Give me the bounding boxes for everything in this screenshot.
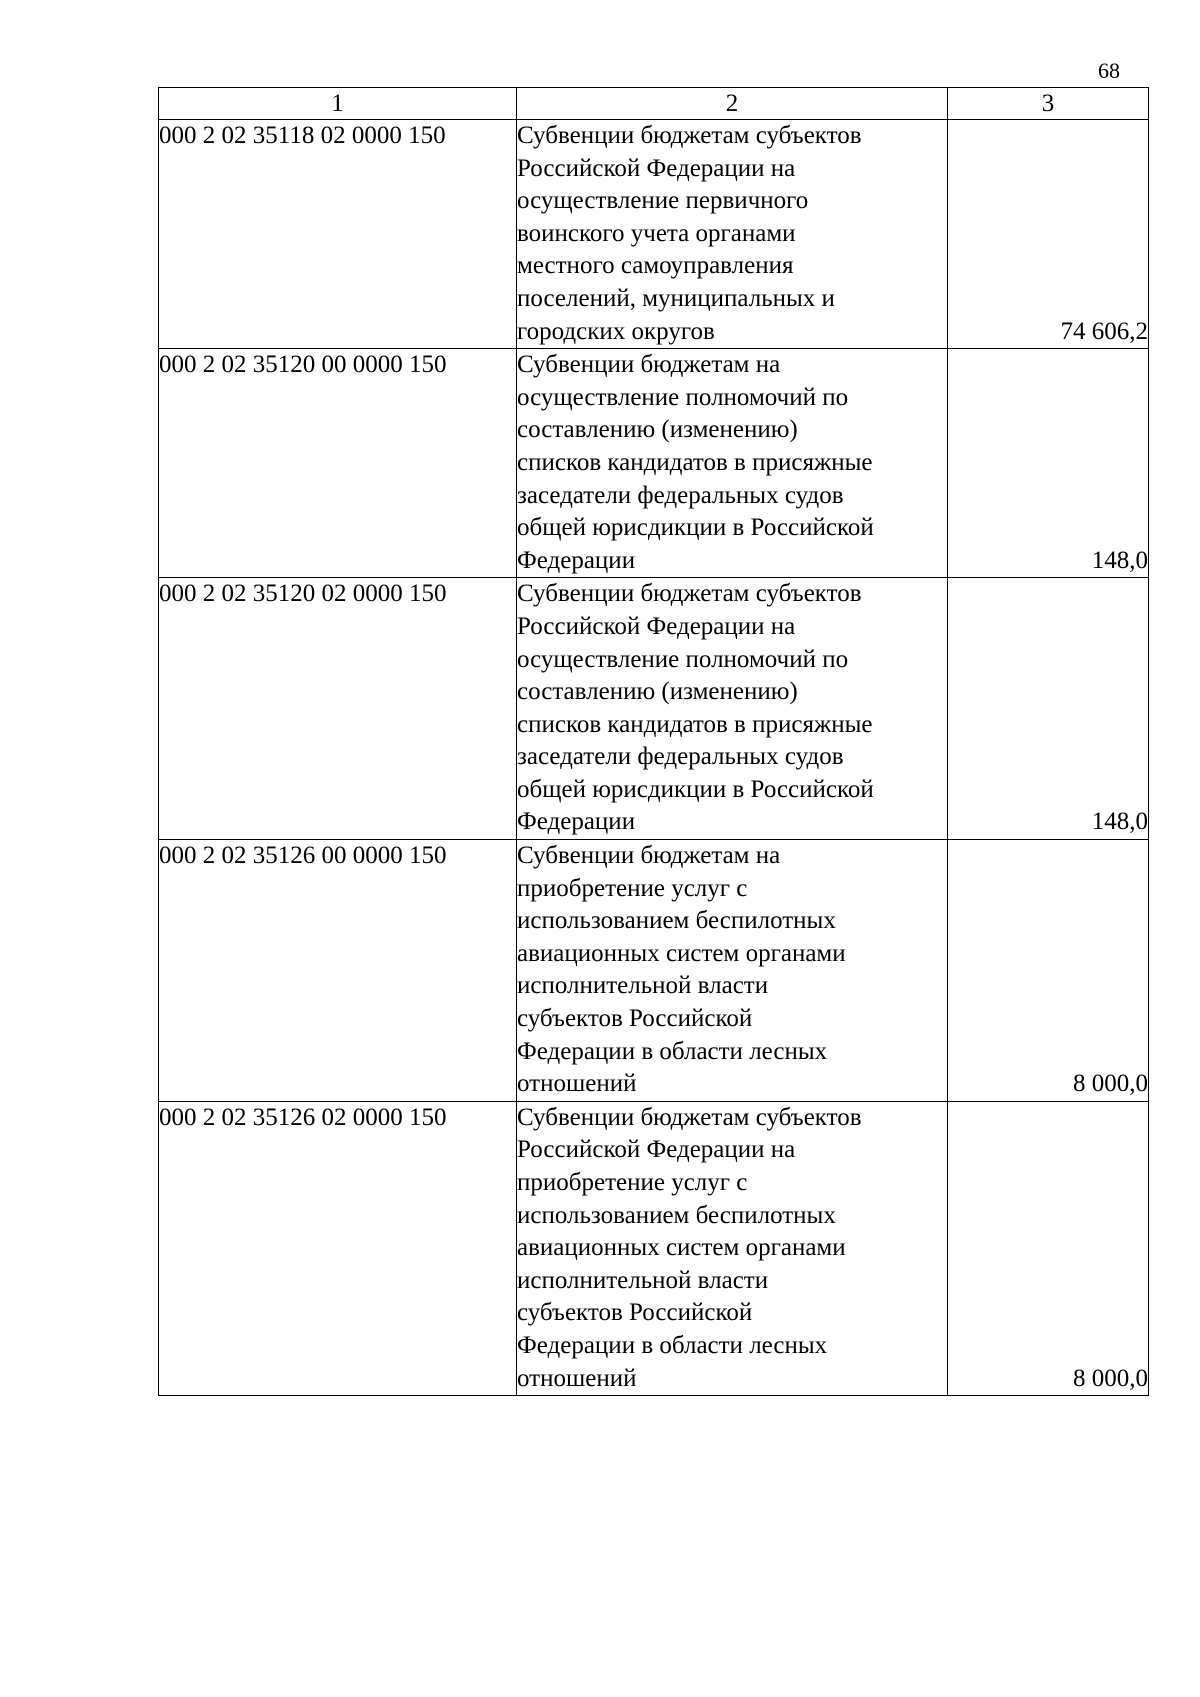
revenue-name-line: Российской Федерации на	[517, 612, 796, 640]
revenue-name-cell	[517, 578, 948, 840]
column-header-1: 1	[159, 88, 517, 120]
revenue-name-line: осуществление полномочий по	[517, 383, 849, 411]
revenue-name-line: субъектов Российской	[517, 1299, 753, 1327]
revenue-name-line: авиационных систем органами	[517, 1234, 846, 1262]
revenue-name-cell	[517, 840, 948, 1102]
revenue-name-line: Субвенции бюджетам субъектов	[517, 580, 862, 608]
classification-code-cell: 000 2 02 35118 02 0000 150	[159, 120, 517, 349]
revenue-name-cell	[517, 349, 948, 578]
revenue-name-line: Федерации в области лесных	[517, 1331, 828, 1359]
revenue-name-line: отношений	[517, 1070, 637, 1098]
revenue-name-line: поселений, муниципальных и	[517, 284, 835, 312]
revenue-name-line: общей юрисдикции в Российской	[517, 514, 874, 542]
amount-cell: 8 000,0	[948, 840, 1149, 1102]
revenue-name-line: отношений	[517, 1364, 637, 1392]
column-header-2: 2	[517, 88, 948, 120]
table-row	[159, 1101, 1149, 1395]
revenue-name-line: Российской Федерации на	[517, 154, 796, 182]
table-row	[159, 578, 1149, 840]
table-row	[159, 840, 1149, 1102]
amount-cell: 148,0	[948, 349, 1149, 578]
revenue-name-line: использованием беспилотных	[517, 907, 836, 935]
revenue-name-cell	[517, 1101, 948, 1395]
revenue-name-line: Субвенции бюджетам на	[517, 351, 781, 379]
revenue-name-line: Российской Федерации на	[517, 1136, 796, 1164]
revenue-name-line: Субвенции бюджетам на	[517, 842, 781, 870]
revenue-name-line: общей юрисдикции в Российской	[517, 775, 874, 803]
revenue-name-line: Субвенции бюджетам субъектов	[517, 122, 862, 149]
revenue-name-line: списков кандидатов в присяжные	[517, 448, 873, 476]
revenue-name-line: списков кандидатов в присяжные	[517, 710, 873, 738]
revenue-name-line: Субвенции бюджетам субъектов	[517, 1103, 862, 1131]
revenue-name-line: воинского учета органами	[517, 219, 796, 247]
amount-cell: 8 000,0	[948, 1101, 1149, 1395]
classification-code-cell: 000 2 02 35120 00 0000 150	[159, 349, 517, 578]
classification-code-cell: 000 2 02 35126 02 0000 150	[159, 1101, 517, 1395]
revenue-name-line: исполнительной власти	[517, 972, 769, 1000]
amount-cell: 148,0	[948, 578, 1149, 840]
revenue-name-line: осуществление первичного	[517, 187, 809, 215]
revenue-name-line: Федерации	[517, 546, 636, 574]
table-row	[159, 349, 1149, 578]
revenue-name-line: заседатели федеральных судов	[517, 743, 844, 771]
revenue-name-line: местного самоуправления	[517, 252, 794, 280]
revenue-name-line: осуществление полномочий по	[517, 645, 849, 673]
revenue-name-line: городских округов	[517, 317, 715, 345]
amount-cell: 74 606,2	[948, 120, 1149, 349]
revenue-name-line: Федерации в области лесных	[517, 1037, 828, 1065]
revenue-name-line: составлению (изменению)	[517, 678, 798, 706]
classification-code-cell: 000 2 02 35120 02 0000 150	[159, 578, 517, 840]
budget-revenue-table	[158, 87, 1149, 1396]
table-body	[159, 120, 1149, 1396]
table-row	[159, 120, 1149, 349]
revenue-name-line: использованием беспилотных	[517, 1201, 836, 1229]
table-header-row	[159, 88, 1149, 120]
revenue-name-line: субъектов Российской	[517, 1005, 753, 1033]
revenue-name-cell	[517, 120, 948, 349]
revenue-name-line: составлению (изменению)	[517, 416, 798, 444]
revenue-name-line: Федерации	[517, 808, 636, 836]
revenue-name-line: заседатели федеральных судов	[517, 481, 844, 509]
page-number: 68	[1098, 58, 1120, 83]
revenue-name-line: авиационных систем органами	[517, 939, 846, 967]
revenue-name-line: исполнительной власти	[517, 1266, 769, 1294]
revenue-name-line: приобретение услуг с	[517, 874, 748, 902]
revenue-name-line: приобретение услуг с	[517, 1169, 748, 1196]
column-header-3: 3	[948, 88, 1149, 120]
classification-code-cell: 000 2 02 35126 00 0000 150	[159, 840, 517, 1102]
